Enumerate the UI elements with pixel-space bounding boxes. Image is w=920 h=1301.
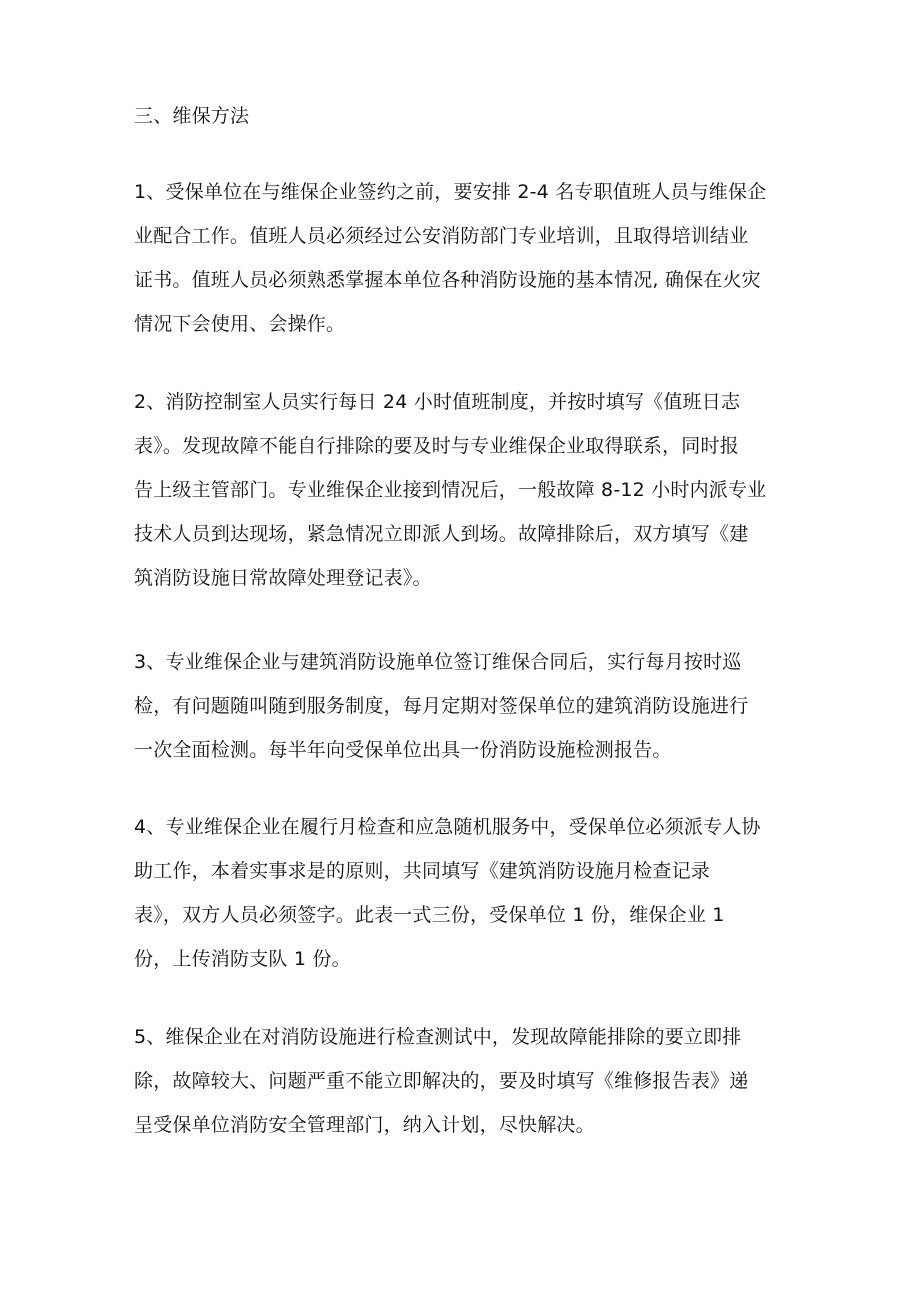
section-heading: [134, 94, 794, 138]
paragraph-line: 4、专业维保企业在履行月检查和应急随机服务中，受保单位必须派专人协: [134, 816, 761, 838]
paragraph-line: 业配合工作。值班人员必须经过公安消防部门专业培训，且取得培训结业: [134, 225, 749, 247]
paragraph-line: 表》，双方人员必须签字。此表一式三份，受保单位 1 份，维保企业 1: [134, 904, 725, 926]
paragraph-4: [134, 805, 794, 981]
paragraph-3: [134, 640, 794, 772]
paragraph-line: 表》。发现故障不能自行排除的要及时与专业维保企业取得联系，同时报: [134, 435, 739, 457]
heading-line: 三、维保方法: [134, 105, 250, 127]
paragraph-line: 情况下会使用、会操作。: [134, 313, 346, 335]
paragraph-2: [134, 380, 794, 600]
paragraph-line: 助工作，本着实事求是的原则，共同填写《建筑消防设施月检查记录: [134, 860, 711, 882]
paragraph-line: 2、消防控制室人员实行每日 24 小时值班制度，并按时填写《值班日志: [134, 391, 741, 413]
paragraph-line: 证书。值班人员必须熟悉掌握本单位各种消防设施的基本情况, 确保在火灾: [134, 269, 761, 291]
paragraph-line: 1、受保单位在与维保企业签约之前，要安排 2-4 名专职值班人员与维保企: [134, 181, 767, 203]
paragraph-line: 告上级主管部门。专业维保企业接到情况后，一般故障 8-12 小时内派专业: [134, 479, 767, 501]
paragraph-line: 除，故障较大、问题严重不能立即解决的，要及时填写《维修报告表》递: [134, 1070, 749, 1092]
paragraph-line: 检，有问题随叫随到服务制度，每月定期对签保单位的建筑消防设施进行: [134, 695, 749, 717]
paragraph-line: 呈受保单位消防安全管理部门，纳入计划，尽快解决。: [134, 1114, 595, 1136]
paragraph-line: 筑消防设施日常故障处理登记表》。: [134, 567, 432, 589]
paragraph-line: 5、维保企业在对消防设施进行检查测试中，发现故障能排除的要立即排: [134, 1026, 742, 1048]
paragraph-line: 份，上传消防支队 1 份。: [134, 948, 351, 970]
paragraph-line: 技术人员到达现场，紧急情况立即派人到场。故障排除后，双方填写《建: [134, 523, 749, 545]
paragraph-5: [134, 1015, 794, 1147]
paragraph-1: [134, 170, 794, 346]
paragraph-line: 一次全面检测。每半年向受保单位出具一份消防设施检测报告。: [134, 739, 672, 761]
paragraph-line: 3、专业维保企业与建筑消防设施单位签订维保合同后，实行每月按时巡: [134, 651, 742, 673]
